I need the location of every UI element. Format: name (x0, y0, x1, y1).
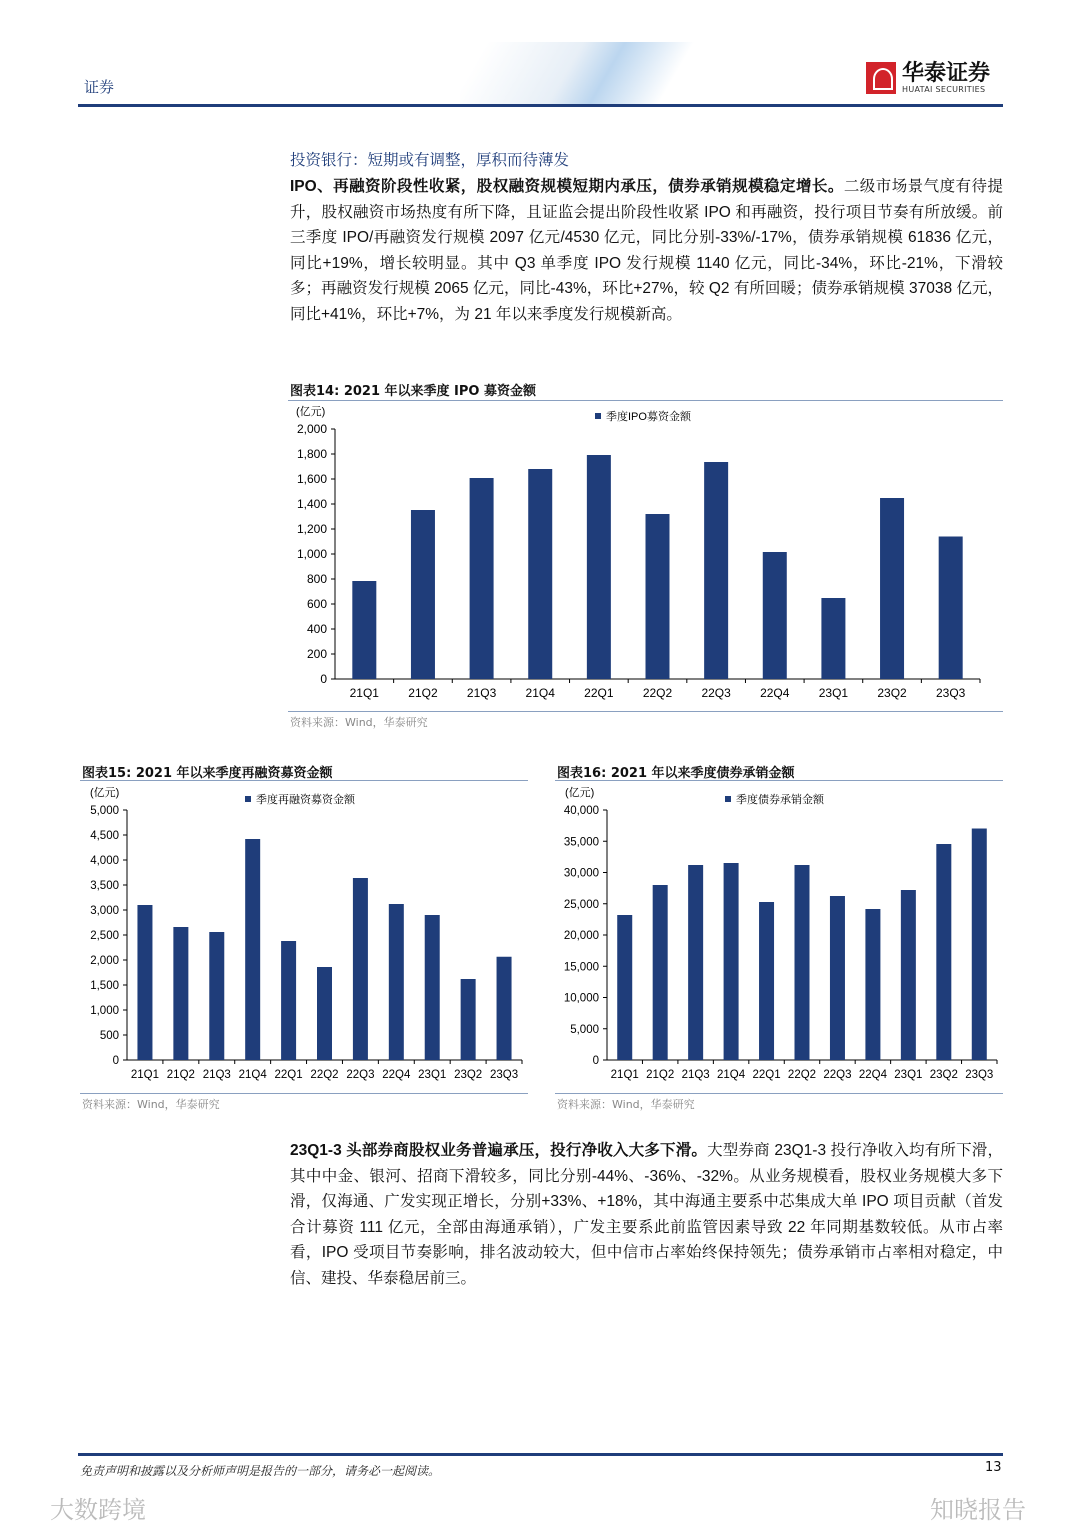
x-tick-label: 21Q2 (166, 1069, 195, 1081)
y-tick-label: 20,000 (563, 930, 599, 942)
chart-16-source: 资料来源：Wind，华泰研究 (557, 1098, 695, 1111)
x-tick-label: 21Q2 (646, 1069, 675, 1081)
paragraph-1-body: 二级市场景气度有待提升，股权融资市场热度有所下降，且证监会提出阶段性收紧 IPO 和再融资，投行项目节奏有所放缓。前三季度 IPO/再融资发行规模 2097 亿元/4530 亿元，同比分别-33%/-17%，债券承销规模 61836 亿元，同比+19%，增长较明显。其中 Q3 单季度 IPO 发行规模 1140 亿元，同比-34%，环比-21%，下滑较多；再融资发行规模 2065 亿元，同比-43%，环比+27%，较 Q2 有所回暖；债券承销规模 37038 亿元，同比+41%，环比+7%，为 21 年以来季度发行规模新高。 (290, 178, 1003, 323)
y-tick-label: 5,000 (570, 1023, 599, 1036)
x-tick-label: 21Q2 (408, 686, 438, 700)
bar-21Q2 (173, 927, 188, 1060)
y-tick-label: 35,000 (563, 836, 599, 849)
y-tick-label: 2,000 (90, 955, 119, 967)
bar-23Q3 (972, 829, 987, 1060)
x-tick-label: 22Q2 (642, 686, 673, 700)
x-tick-label: 22Q2 (310, 1069, 339, 1081)
logo-cn: 华泰证券 (902, 60, 991, 86)
bar-21Q4 (245, 839, 260, 1060)
chart-15 (80, 781, 528, 1091)
bar-21Q4 (724, 863, 739, 1060)
bar-22Q1 (281, 941, 296, 1060)
bar-23Q2 (461, 979, 476, 1060)
bar-22Q4 (389, 904, 404, 1060)
legend-label: 季度IPO募资金额 (606, 411, 691, 423)
x-tick-label: 21Q3 (202, 1069, 231, 1081)
bar-21Q1 (617, 915, 632, 1060)
x-tick-label: 21Q4 (525, 686, 555, 700)
bar-22Q2 (646, 514, 670, 679)
watermark-left: 大数跨境 (50, 1496, 146, 1524)
legend-swatch (725, 796, 731, 802)
x-tick-label: 23Q1 (894, 1069, 923, 1081)
chart-15-title: 图表15: 2021 年以来季度再融资募资金额 (82, 766, 333, 781)
bar-22Q2 (795, 865, 810, 1060)
x-tick-label: 21Q4 (238, 1069, 267, 1081)
bar-21Q3 (688, 865, 703, 1060)
bar-23Q3 (497, 957, 512, 1060)
bar-22Q4 (763, 552, 787, 679)
chart-14-source: 资料来源：Wind，华泰研究 (290, 716, 428, 729)
y-unit-label: (亿元) (565, 787, 595, 799)
x-tick-label: 22Q1 (752, 1069, 781, 1081)
bar-23Q2 (880, 498, 904, 679)
y-tick-label: 4,500 (90, 830, 119, 842)
x-tick-label: 21Q3 (466, 686, 497, 700)
y-tick-label: 1,400 (296, 497, 327, 511)
bar-23Q1 (821, 598, 845, 679)
chart-14-box (288, 400, 1003, 712)
header-divider (78, 104, 1003, 107)
x-tick-label: 21Q1 (130, 1069, 160, 1081)
y-tick-label: 1,800 (296, 447, 327, 461)
y-tick-label: 400 (306, 622, 327, 636)
y-tick-label: 0 (112, 1055, 119, 1067)
chart-14 (288, 401, 1003, 706)
y-tick-label: 0 (592, 1055, 599, 1067)
x-tick-label: 23Q2 (454, 1069, 483, 1081)
x-tick-label: 21Q1 (349, 686, 379, 700)
logo-mark-icon (866, 62, 896, 94)
bar-22Q1 (759, 902, 774, 1060)
bar-22Q3 (353, 878, 368, 1060)
bar-23Q2 (936, 844, 951, 1060)
legend-swatch (245, 796, 251, 802)
legend-swatch (595, 413, 601, 419)
x-tick-label: 23Q3 (936, 686, 966, 700)
x-tick-label: 23Q1 (418, 1069, 447, 1081)
y-tick-label: 1,000 (296, 547, 327, 561)
bar-23Q1 (901, 890, 916, 1060)
y-tick-label: 800 (306, 572, 327, 586)
bar-21Q3 (470, 478, 494, 679)
section-title: 投资银行：短期或有调整，厚积而待薄发 (290, 151, 570, 169)
chart-15-source: 资料来源：Wind，华泰研究 (82, 1098, 220, 1111)
paragraph-1 (290, 174, 1003, 327)
bar-22Q3 (830, 896, 845, 1060)
footer-disclaimer: 免责声明和披露以及分析师声明是报告的一部分，请务必一起阅读。 (80, 1464, 441, 1478)
chart-16-title: 图表16: 2021 年以来季度债券承销金额 (557, 766, 795, 781)
y-tick-label: 40,000 (563, 805, 599, 817)
page-number: 13 (985, 1460, 1002, 1475)
y-tick-label: 4,000 (90, 855, 119, 867)
x-tick-label: 23Q3 (965, 1069, 994, 1081)
y-tick-label: 1,200 (296, 522, 327, 536)
y-tick-label: 1,600 (296, 472, 327, 486)
y-tick-label: 25,000 (563, 898, 599, 911)
x-tick-label: 21Q1 (610, 1069, 639, 1081)
footer-divider (78, 1453, 1003, 1456)
bar-22Q4 (865, 909, 880, 1060)
chart-16 (555, 781, 1003, 1091)
bar-23Q3 (939, 537, 963, 680)
paragraph-1-lead: IPO、再融资阶段性收紧，股权融资规模短期内承压，债券承销规模稳定增长。 (290, 178, 844, 195)
bar-21Q1 (352, 581, 376, 679)
paragraph-2 (290, 1138, 1003, 1291)
x-tick-label: 21Q3 (681, 1069, 710, 1081)
x-tick-label: 23Q3 (489, 1069, 519, 1081)
chart-16-box (555, 780, 1003, 1094)
x-tick-label: 22Q3 (823, 1069, 852, 1081)
x-tick-label: 22Q4 (382, 1069, 411, 1081)
legend-label: 季度再融资募资金额 (256, 794, 355, 806)
y-tick-label: 30,000 (563, 867, 599, 880)
x-tick-label: 22Q4 (858, 1069, 887, 1081)
y-tick-label: 200 (306, 647, 327, 661)
bar-21Q3 (209, 932, 224, 1060)
x-tick-label: 22Q1 (584, 686, 614, 700)
y-tick-label: 15,000 (563, 961, 599, 974)
x-tick-label: 22Q4 (760, 686, 790, 700)
paragraph-2-body: 大型券商 23Q1-3 投行净收入均有所下滑，其中中金、银河、招商下滑较多，同比分别-44%、-36%、-32%。从业务规模看，股权业务规模大多下滑，仅海通、广发实现正增长，分别+33%、+18%，其中海通主要系中芯集成大单 IPO 项目贡献（首发合计募资 111 亿元，全部由海通承销），广发主要系此前监管因素导致 22 年同期基数较低。从市占率看，IPO 受项目节奏影响，排名波动较大，但中信市占率始终保持领先；债券承销市占率相对稳定，中信、建投、华泰稳居前三。 (290, 1142, 1003, 1287)
y-tick-label: 3,000 (90, 905, 119, 917)
y-tick-label: 5,000 (90, 805, 119, 817)
x-tick-label: 23Q1 (818, 686, 849, 700)
header-decoration (460, 42, 700, 104)
y-unit-label: (亿元) (296, 406, 326, 418)
y-unit-label: (亿元) (90, 787, 120, 799)
x-tick-label: 23Q2 (929, 1069, 958, 1081)
bar-21Q2 (653, 885, 668, 1060)
bar-21Q1 (137, 905, 152, 1060)
y-tick-label: 1,000 (90, 1005, 119, 1017)
logo-en: HUATAI SECURITIES (902, 84, 986, 94)
y-tick-label: 2,000 (296, 422, 327, 436)
x-tick-label: 22Q2 (787, 1069, 817, 1081)
watermark-right: 知晓报告 (930, 1496, 1026, 1524)
bar-22Q2 (317, 967, 332, 1060)
chart-15-box (80, 780, 528, 1094)
header-section-label: 证券 (84, 78, 115, 96)
x-tick-label: 22Q1 (274, 1069, 303, 1081)
x-tick-label: 21Q4 (717, 1069, 746, 1081)
legend-label: 季度债券承销金额 (736, 794, 824, 806)
x-tick-label: 22Q3 (346, 1069, 375, 1081)
y-tick-label: 1,500 (90, 980, 119, 992)
paragraph-2-lead: 23Q1-3 头部券商股权业务普遍承压，投行净收入大多下滑。 (290, 1142, 708, 1159)
bar-22Q3 (704, 462, 728, 679)
x-tick-label: 23Q2 (877, 686, 907, 700)
y-tick-label: 2,500 (90, 930, 119, 942)
bar-21Q2 (411, 510, 435, 679)
y-tick-label: 3,500 (90, 880, 119, 892)
huatai-logo (866, 62, 990, 94)
y-tick-label: 500 (99, 1030, 119, 1042)
bar-22Q1 (587, 455, 611, 679)
x-tick-label: 22Q3 (701, 686, 731, 700)
chart-14-title: 图表14: 2021 年以来季度 IPO 募资金额 (290, 384, 536, 399)
y-tick-label: 0 (320, 672, 327, 686)
y-tick-label: 600 (306, 597, 327, 611)
bar-23Q1 (425, 915, 440, 1060)
bar-21Q4 (528, 469, 552, 679)
y-tick-label: 10,000 (563, 992, 599, 1005)
